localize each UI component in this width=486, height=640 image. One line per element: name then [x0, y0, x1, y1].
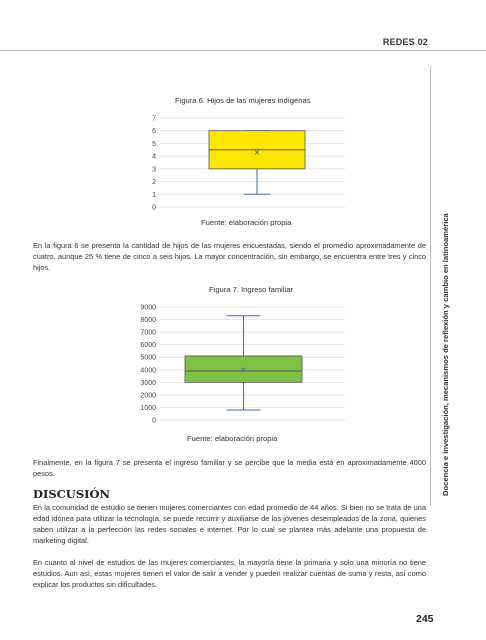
paragraph-1: En la figura 6 se presenta la cantidad de hijos de las mujeres encuestadas, siendo el promedio aproximadamente de cuatro, aunque 25 % tiene de cinco a seis hijos. La mayor concentración, sin embargo, se encuentra entre tres y cinco hijos.: [33, 241, 426, 272]
y-tick-label: 4000: [140, 367, 156, 375]
y-tick-label: 2000: [140, 392, 156, 400]
y-tick-label: 4: [152, 153, 156, 161]
paragraph-4: En cuanto al nivel de estudios de las mujeres comerciantes, la mayoría tiene la primaria y solo una minoría no tiene estudios. Aun así, estas mujeres tienen el valor de salir a vender y pueden realizar cuentas de suma y resta, así como explicar los productos sin dificultades.: [33, 558, 426, 589]
y-tick-label: 6: [152, 128, 156, 136]
y-tick-label: 1000: [140, 404, 156, 412]
figure-7-title: Figura 7. Ingreso familiar: [209, 285, 293, 294]
y-tick-label: 5000: [140, 354, 156, 362]
page-number: 245: [416, 613, 434, 625]
sidebar-vertical-title: Docencia e investigación, mecanismos de reflexión y cambio en latinoamérica: [441, 213, 450, 496]
y-tick-label: 6000: [140, 342, 156, 350]
paragraph-3: En la comunidad de estudio se tienen mujeres comerciantes con edad promedio de 44 años. Si bien no se trata de una edad idónea para utilizar la tecnología, se puede recurrir y auxiliarse de los jóvenes desempleados de la zona, quienes saben utilizar a la perfección las redes sociales e internet. Por lo cual se plantea más adelante una propuesta de marketing digital.: [33, 503, 426, 545]
running-header: REDES 02: [382, 37, 428, 47]
iqr-box: [185, 356, 302, 382]
y-tick-label: 7: [152, 115, 156, 123]
y-tick-label: 7000: [140, 329, 156, 337]
y-tick-label: 1: [152, 191, 156, 199]
y-tick-label: 5: [152, 140, 156, 148]
y-tick-label: 2: [152, 179, 156, 187]
figure-6-title: Figura 6. Hijos de las mujeres indígenas: [175, 96, 311, 105]
figure-7-source: Fuente: elaboración propia: [187, 434, 278, 443]
y-tick-label: 0: [152, 204, 156, 212]
section-title: DISCUSIÓN: [33, 487, 111, 501]
paragraph-2: Finalmente, en la figura 7 se presenta el ingreso familiar y se percibe que la media está en aproximadamente 4000 pesos.: [33, 458, 426, 478]
y-tick-label: 9000: [140, 304, 156, 312]
y-tick-label: 3000: [140, 379, 156, 387]
figure-6-source: Fuente: elaboración propia: [201, 218, 292, 227]
y-tick-label: 0: [152, 417, 156, 425]
y-tick-label: 3: [152, 166, 156, 174]
y-tick-label: 8000: [140, 317, 156, 325]
